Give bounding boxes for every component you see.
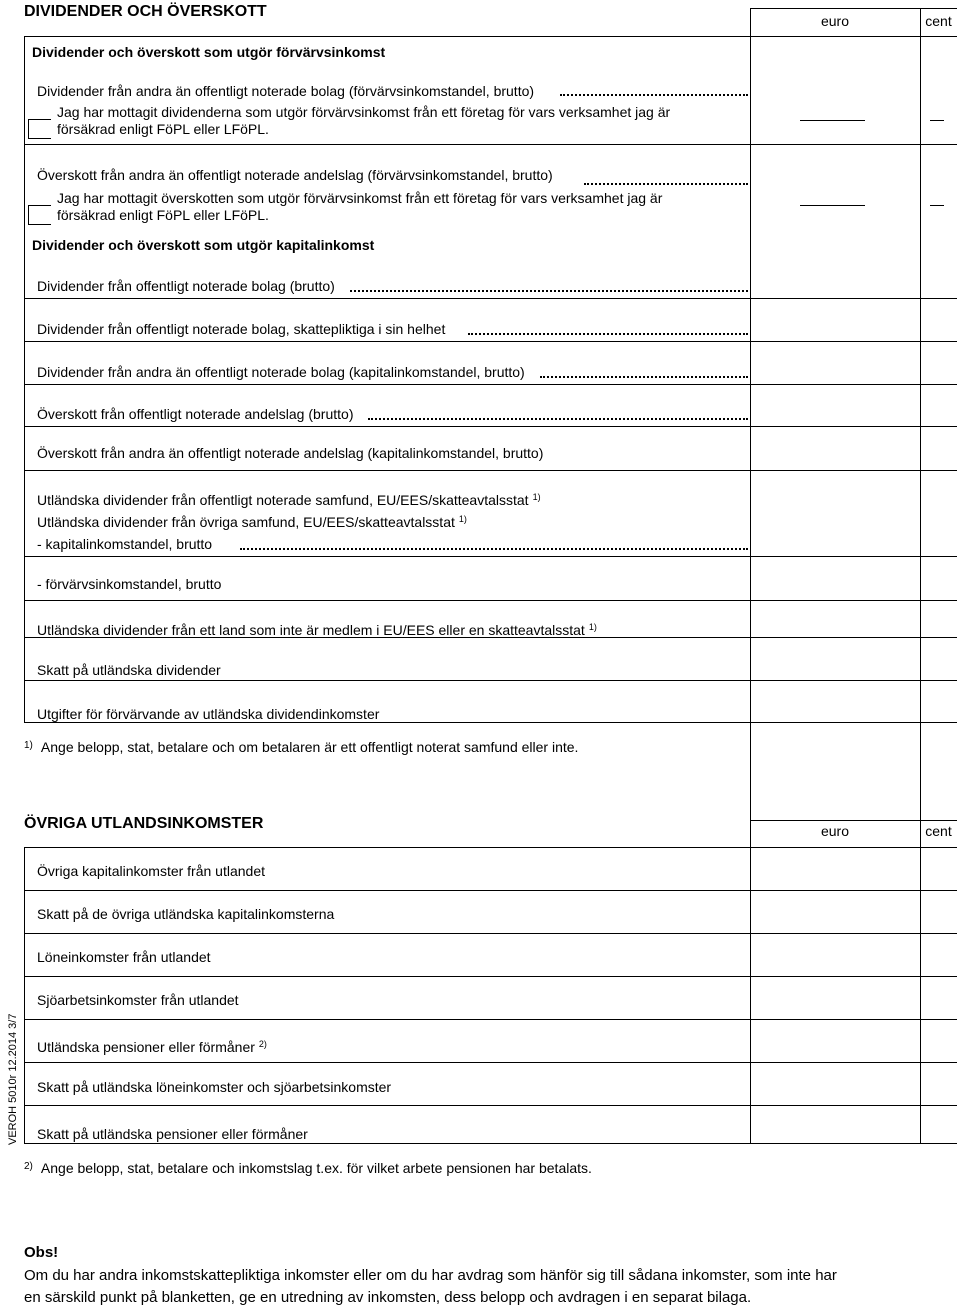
- dotted-leader: [368, 418, 748, 420]
- row-dividends-unlisted-forvarv: Dividender från andra än offentligt noterade bolag (förvärvsinkomstandel, brutto): [37, 83, 535, 99]
- euro-entry-line[interactable]: [800, 205, 865, 206]
- dotted-leader: [540, 376, 748, 378]
- obs-line-1: Om du har andra inkomstskattepliktiga inkomster eller om du har avdrag som hänför sig till sådana inkomster, som inte har: [24, 1267, 837, 1284]
- checkbox-label-line1: Jag har mottagit dividenderna som utgör förvärvsinkomst från ett företag för vars verksamhet jag är: [57, 104, 671, 120]
- row-separator: [24, 1062, 957, 1063]
- section-title-dividends: DIVIDENDER OCH ÖVERSKOTT: [24, 3, 267, 20]
- row-separator: [24, 637, 957, 638]
- row-dividends-listed-fully-taxable: Dividender från offentligt noterade bolag, skattepliktiga i sin helhet: [37, 321, 446, 337]
- obs-line-2: en särskild punkt på blanketten, ge en utredning av inkomsten, dess belopp och avdragen i en separat bilaga.: [24, 1289, 752, 1306]
- row-separator: [24, 680, 957, 681]
- row-foreign-forvarv-share: - förvärvsinkomstandel, brutto: [37, 576, 222, 592]
- row-separator: [24, 976, 957, 977]
- row-separator: [24, 426, 957, 427]
- row-separator: [24, 144, 957, 145]
- row-wage-income: Löneinkomster från utlandet: [37, 949, 211, 965]
- row-separator: [24, 341, 957, 342]
- row-separator: [24, 933, 957, 934]
- row-surplus-unlisted-forvarv: Överskott från andra än offentligt noterade andelslag (förvärvsinkomstandel, brutto): [37, 167, 553, 183]
- row-tax-wage-seafarer: Skatt på utländska löneinkomster och sjöarbetsinkomster: [37, 1079, 392, 1095]
- row-surplus-listed: Överskott från offentligt noterade andelslag (brutto): [37, 406, 354, 422]
- row-foreign-listed-eu: Utländska dividender från offentligt noterade samfund, EU/EES/skatteavtalsstat $^{1)}$: [37, 492, 541, 508]
- row-separator: [24, 470, 957, 471]
- cent-column-divider: [920, 820, 921, 1143]
- frame-left-line: [24, 36, 25, 722]
- dotted-leader: [240, 548, 748, 550]
- row-separator: [24, 600, 957, 601]
- checkbox-label-line2: försäkrad enligt FöPL eller LFöPL.: [57, 207, 269, 223]
- footnote-2: $^{2)}$ Ange belopp, stat, betalare och inkomstslag t.ex. för vilket arbete pensionen har betalats.: [24, 1160, 592, 1176]
- euro-column-divider: [750, 820, 751, 1143]
- row-separator: [24, 1019, 957, 1020]
- row-dividends-unlisted-kapital: Dividender från andra än offentligt noterade bolag (kapitalinkomstandel, brutto): [37, 364, 525, 380]
- cent-column-header: cent: [925, 823, 952, 839]
- row-tax-foreign-dividends: Skatt på utländska dividender: [37, 662, 221, 678]
- row-foreign-kapital-share: - kapitalinkomstandel, brutto: [37, 536, 213, 552]
- subheading-kapitalinkomst: Dividender och överskott som utgör kapitalinkomst: [32, 237, 375, 253]
- cent-entry-line[interactable]: [930, 120, 944, 121]
- frame-left-line: [24, 847, 25, 1143]
- row-foreign-pensions: Utländska pensioner eller förmåner $^{2)}$: [37, 1039, 267, 1055]
- euro-column-header: euro: [820, 13, 850, 29]
- footnote-1: $^{1)}$ Ange belopp, stat, betalare och om betalaren är ett offentligt noterat samfund eller inte.: [24, 739, 579, 755]
- euro-column-header: euro: [820, 823, 850, 839]
- form-code: VEROH 5010r 12.2014 3/7: [7, 1013, 19, 1145]
- frame-line: [24, 847, 957, 848]
- header-top-line: [750, 820, 957, 821]
- frame-bottom-line: [24, 722, 957, 723]
- dotted-leader: [350, 290, 748, 292]
- row-separator: [24, 298, 957, 299]
- header-top-line: [750, 8, 957, 9]
- row-dividends-listed: Dividender från offentligt noterade bolag (brutto): [37, 278, 335, 294]
- row-separator: [24, 384, 957, 385]
- checkbox-fopl-surplus[interactable]: [28, 205, 51, 225]
- row-surplus-unlisted-kapital: Överskott från andra än offentligt noterade andelslag (kapitalinkomstandel, brutto): [37, 445, 544, 461]
- euro-entry-line[interactable]: [800, 120, 865, 121]
- row-foreign-non-member: Utländska dividender från ett land som inte är medlem i EU/EES eller en skatteavtalsstat $^{1)}$: [37, 622, 597, 638]
- subheading-forvarvsinkomst: Dividender och överskott som utgör förvärvsinkomst: [32, 44, 386, 60]
- cent-column-header: cent: [925, 13, 952, 29]
- row-seafarer-income: Sjöarbetsinkomster från utlandet: [37, 992, 239, 1008]
- row-separator: [24, 556, 957, 557]
- dotted-leader: [468, 333, 748, 335]
- row-separator: [24, 1105, 957, 1106]
- row-foreign-other-eu: Utländska dividender från övriga samfund, EU/EES/skatteavtalsstat $^{1)}$: [37, 514, 467, 530]
- checkbox-label-line2: försäkrad enligt FöPL eller LFöPL.: [57, 121, 269, 137]
- checkbox-fopl-dividends[interactable]: [28, 119, 51, 139]
- row-tax-pensions: Skatt på utländska pensioner eller förmåner: [37, 1126, 308, 1142]
- section-title-other-foreign: ÖVRIGA UTLANDSINKOMSTER: [24, 815, 264, 832]
- dotted-leader: [560, 94, 748, 96]
- obs-title: Obs!: [24, 1244, 59, 1261]
- row-expenses-foreign-dividends: Utgifter för förvärvande av utländska dividendinkomster: [37, 706, 380, 722]
- cent-entry-line[interactable]: [930, 205, 944, 206]
- frame-line: [24, 36, 957, 37]
- dotted-leader: [584, 183, 748, 185]
- row-other-capital-income: Övriga kapitalinkomster från utlandet: [37, 863, 265, 879]
- checkbox-label-line1: Jag har mottagit överskotten som utgör förvärvsinkomst från ett företag för vars verksamhet jag är: [57, 190, 663, 206]
- row-tax-other-capital: Skatt på de övriga utländska kapitalinkomsterna: [37, 906, 335, 922]
- row-separator: [24, 890, 957, 891]
- frame-bottom-line: [24, 1143, 957, 1144]
